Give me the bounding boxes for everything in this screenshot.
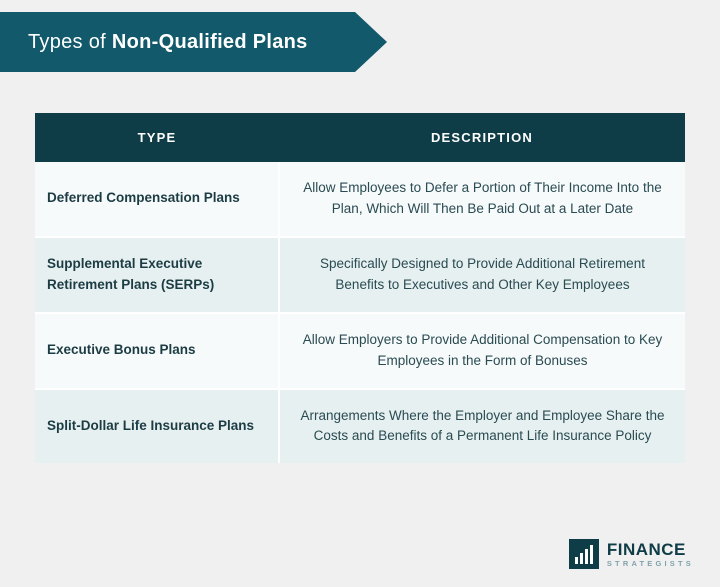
cell-description: Allow Employees to Defer a Portion of Their Income Into the Plan, Which Will Then Be Paid Out at a Later Date <box>279 162 685 237</box>
table-body <box>35 162 685 463</box>
logo-main-text: FINANCE <box>606 539 686 559</box>
plans-table <box>35 113 685 463</box>
column-header-description: DESCRIPTION <box>279 113 685 162</box>
cell-description: Specifically Designed to Provide Additional Retirement Benefits to Executives and Other Key Employees <box>279 237 685 313</box>
bar-chart-icon <box>569 539 599 569</box>
cell-type: Executive Bonus Plans <box>35 313 279 389</box>
table-row <box>35 313 685 389</box>
table-header <box>35 113 685 162</box>
banner-arrow-shape <box>355 12 387 72</box>
cell-description: Allow Employers to Provide Additional Compensation to Key Employees in the Form of Bonuses <box>279 313 685 389</box>
table-row <box>35 389 685 464</box>
cell-type: Deferred Compensation Plans <box>35 162 279 237</box>
column-header-type: TYPE <box>35 113 279 162</box>
page-title-prefix: Types of <box>28 30 112 53</box>
page-title-emphasis: Non-Qualified Plans <box>111 30 308 53</box>
table-row <box>35 237 685 313</box>
cell-description: Arrangements Where the Employer and Employee Share the Costs and Benefits of a Permanent Life Insurance Policy <box>279 389 685 464</box>
table-row <box>35 162 685 237</box>
cell-type: Split-Dollar Life Insurance Plans <box>35 389 279 464</box>
cell-type: Supplemental Executive Retirement Plans (SERPs) <box>35 237 279 313</box>
logo-sub-text: STRATEGISTS <box>606 558 694 568</box>
brand-logo <box>569 539 694 569</box>
page-title <box>28 31 308 54</box>
table-header-row <box>35 113 685 162</box>
title-banner <box>0 12 355 72</box>
logo-wordmark <box>607 541 694 568</box>
